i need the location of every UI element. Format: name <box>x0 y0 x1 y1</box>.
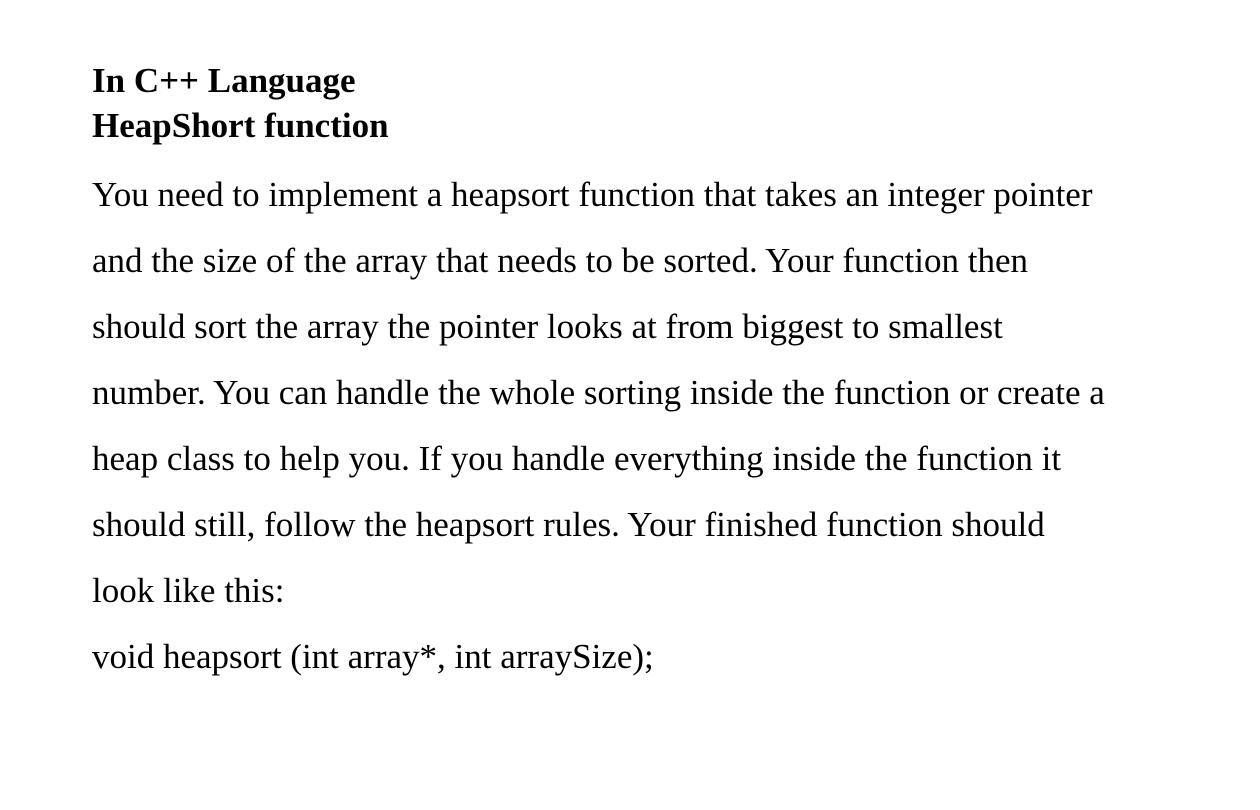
paragraph-line: number. You can handle the whole sorting inside the function or create a <box>92 373 1105 412</box>
paragraph-line: should still, follow the heapsort rules. Your finished function should <box>92 505 1045 544</box>
paragraph-line: look like this: <box>92 571 285 610</box>
paragraph-line: You need to implement a heapsort function that takes an integer pointer <box>92 175 1093 214</box>
function-signature: void heapsort (int array*, int arraySize); <box>92 637 654 676</box>
paragraph-line: should sort the array the pointer looks at from biggest to smallest <box>92 307 1003 346</box>
paragraph-line: and the size of the array that needs to be sorted. Your function then <box>92 241 1028 280</box>
heading-function-title: HeapShort function <box>92 106 389 145</box>
document <box>92 58 1242 690</box>
heading-language: In C++ Language <box>92 61 356 100</box>
paragraph-line: heap class to help you. If you handle everything inside the function it <box>92 439 1062 478</box>
instructions-paragraph <box>92 162 1242 690</box>
